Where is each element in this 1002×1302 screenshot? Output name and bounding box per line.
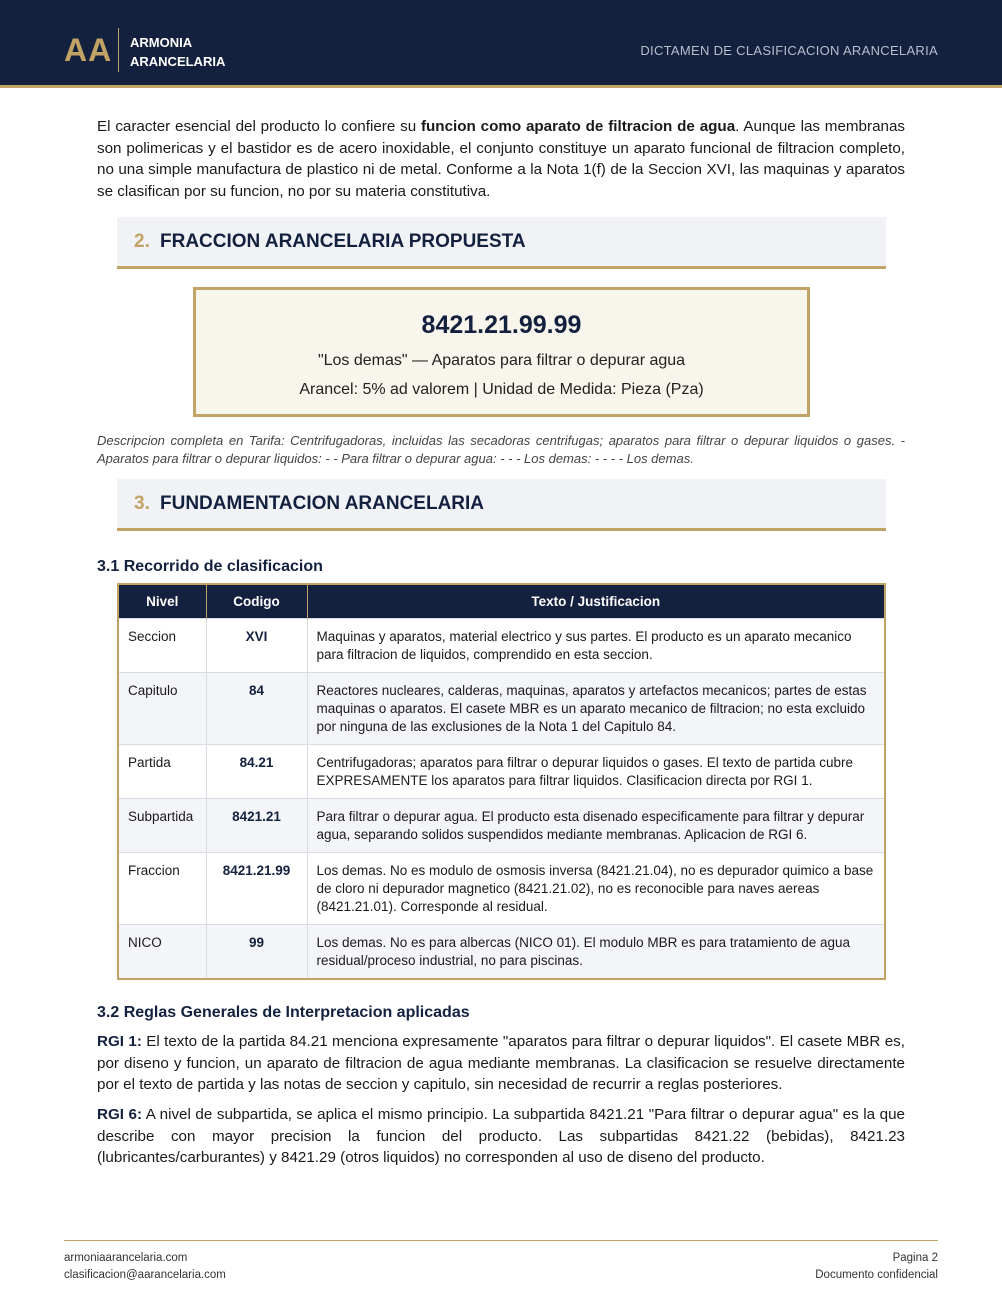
justification-cell: Para filtrar o depurar agua. El producto esta disenado especificamente para filtrar y depurar agua, separando solidos suspendidos mediante membranas. Aplicacion de RGI 6. — [307, 798, 885, 852]
code-cell: 84.21 — [206, 744, 307, 798]
section-2-title: FRACCION ARANCELARIA PROPUESTA — [160, 231, 526, 252]
code-cell: 99 — [206, 924, 307, 979]
table-header: Nivel — [118, 584, 206, 618]
classification-table — [117, 583, 886, 980]
rgi-1-text: El texto de la partida 84.21 menciona expresamente "aparatos para filtrar o depurar liquidos". El casete MBR es, por diseno y funcion, un aparato de filtracion de agua mediante membranas. La clasificacion se resuelve directamente por el texto de partida y las notas de seccion y capitulo, sin necesidad de recurrir a reglas posteriores. — [97, 1033, 905, 1093]
level-cell: Subpartida — [118, 798, 206, 852]
table-header-row — [118, 584, 885, 618]
logo-name-line2: ARANCELARIA — [130, 54, 226, 69]
document-title: DICTAMEN DE CLASIFICACION ARANCELARIA — [640, 43, 938, 58]
footer-website: armoniaarancelaria.com — [64, 1252, 188, 1264]
section-3-header — [117, 479, 886, 531]
logo-divider — [118, 28, 119, 72]
footer-divider — [64, 1240, 938, 1241]
table-row — [118, 798, 885, 852]
page-number: Pagina 2 — [892, 1252, 938, 1264]
level-cell: Seccion — [118, 618, 206, 672]
rgi-1-label: RGI 1: — [97, 1033, 142, 1050]
justification-cell: Los demas. No es para albercas (NICO 01). El modulo MBR es para tratamiento de agua residual/proceso industrial, no para piscinas. — [307, 924, 885, 979]
section-2-header — [117, 217, 886, 269]
justification-cell: Maquinas y aparatos, material electrico y sus partes. El producto es un aparato mecanico para filtracion de liquidos, comprendido en esta seccion. — [307, 618, 885, 672]
section-3-number: 3. — [134, 493, 150, 514]
proposed-description: "Los demas" — Aparatos para filtrar o depurar agua — [317, 352, 686, 369]
logo-name-line1: ARMONIA — [130, 35, 193, 50]
level-cell: Capitulo — [118, 672, 206, 744]
intro-paragraph — [97, 116, 905, 202]
code-cell: XVI — [206, 618, 307, 672]
intro-text-1: El caracter esencial del producto lo confiere su — [97, 118, 421, 135]
subsection-3-2-title: 3.2 Reglas Generales de Interpretacion aplicadas — [97, 1004, 470, 1021]
table-header: Texto / Justificacion — [307, 584, 885, 618]
justification-cell: Reactores nucleares, calderas, maquinas, aparatos y artefactos mecanicos; partes de estas maquinas o aparatos. El casete MBR es un aparato mecanico de filtracion; no esta excluido por ninguna de las exclusiones de la Nota 1 del Capitulo 84. — [307, 672, 885, 744]
table-row — [118, 924, 885, 979]
section-3-title: FUNDAMENTACION ARANCELARIA — [160, 493, 485, 514]
level-cell: Fraccion — [118, 852, 206, 924]
rgi-1-paragraph — [97, 1031, 905, 1096]
table-row — [118, 852, 885, 924]
confidential-note: Documento confidencial — [815, 1269, 938, 1281]
table-row — [118, 618, 885, 672]
proposed-code-box — [193, 287, 810, 417]
level-cell: NICO — [118, 924, 206, 979]
code-cell: 84 — [206, 672, 307, 744]
rgi-6-paragraph — [97, 1104, 905, 1169]
rgi-6-text: A nivel de subpartida, se aplica el mismo principio. La subpartida 8421.21 "Para filtrar o depurar agua" es la que describe con mayor precision la funcion del producto. Las subpartidas 8421.22 (bebidas), 8421.23 (lubricantes/carburantes) y 8421.29 (otros liquidos) no corresponden al uso de diseno del producto. — [97, 1106, 905, 1166]
page-header — [0, 0, 1002, 88]
table-row — [118, 744, 885, 798]
rgi-6-label: RGI 6: — [97, 1106, 143, 1123]
subsection-3-1-title: 3.1 Recorrido de clasificacion — [97, 558, 323, 575]
footer-email: clasificacion@aarancelaria.com — [64, 1269, 226, 1281]
justification-cell: Los demas. No es modulo de osmosis inversa (8421.21.04), no es depurador quimico a base de cloro ni depurador magnetico (8421.21.02), no es reconocible para naves aereas (8421.21.01). Corresponde al residual. — [307, 852, 885, 924]
proposed-tariff: Arancel: 5% ad valorem | Unidad de Medida: Pieza (Pza) — [299, 381, 704, 398]
proposed-code: 8421.21.99.99 — [421, 311, 582, 339]
table-header: Codigo — [206, 584, 307, 618]
logo-mark: AA — [64, 32, 113, 68]
tarifa-description: Descripcion completa en Tarifa: Centrifugadoras, incluidas las secadoras centrifugas; aparatos para filtrar o depurar liquidos o gases. - Aparatos para filtrar o depurar liquidos: - - Para filtrar o depurar agua: - - - Los demas: - - - - Los demas. — [97, 433, 905, 466]
level-cell: Partida — [118, 744, 206, 798]
intro-section — [97, 116, 905, 202]
intro-text-2: . Aunque las membranas son polimericas y el bastidor es de acero inoxidable, el conjunto constituye un aparato funcional de filtracion completo, no una simple manufactura de plastico ni de metal. Conforme a la Nota 1(f) de la Seccion XVI, las maquinas y aparatos se clasifican por su funcion, no por su materia constitutiva. — [97, 118, 905, 200]
justification-cell: Centrifugadoras; aparatos para filtrar o depurar liquidos o gases. El texto de partida cubre EXPRESAMENTE los aparatos para filtrar liquidos. Clasificacion directa por RGI 1. — [307, 744, 885, 798]
code-cell: 8421.21 — [206, 798, 307, 852]
table-row — [118, 672, 885, 744]
footer-meta — [815, 1250, 938, 1284]
logo-name — [130, 33, 225, 71]
section-2-number: 2. — [134, 231, 150, 252]
code-cell: 8421.21.99 — [206, 852, 307, 924]
intro-text-bold: funcion como aparato de filtracion de agua — [420, 118, 736, 135]
footer-contact — [64, 1250, 226, 1284]
